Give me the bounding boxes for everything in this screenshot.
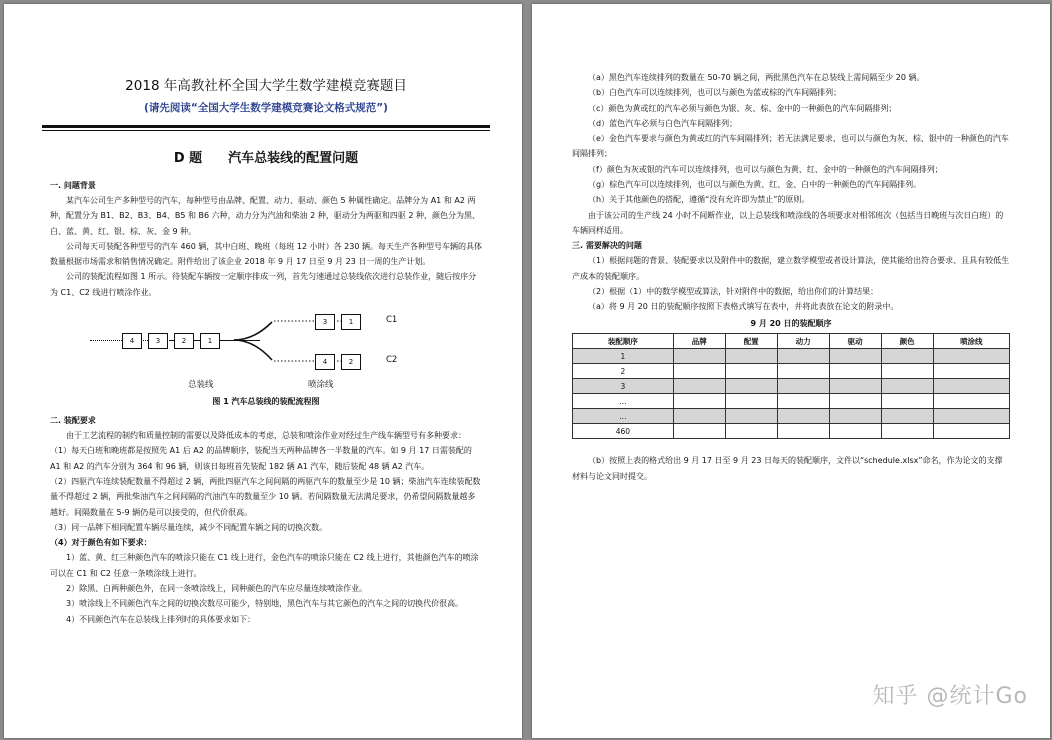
paragraph: 由于工艺流程的制约和质量控制的需要以及降低成本的考虑，总装和喷涂作业对经过生产线车辆型号有多种要求： bbox=[66, 431, 466, 441]
color-rule-2: 2）除黑、白两种颜色外，在同一条喷涂线上，同种颜色的汽车应尽量连续喷涂作业。 bbox=[66, 584, 368, 594]
color-item-e: （e）金色汽车要求与颜色为黄或红的汽车间隔排列；若无法满足要求，也可以与颜色为灰、棕、银中的一种颜色的汽车间隔排列； bbox=[572, 134, 1009, 159]
c1-label: C1 bbox=[386, 315, 398, 326]
paragraph: 某汽车公司生产多种型号的汽车，每种型号由品牌、配置、动力、驱动、颜色 5 种属性确定。品牌分为 A1 和 A2 两种，配置分为 B1、B2、B3、B4、B5 和 B6 六种，动力分为汽油和柴油 2 种，驱动分为两驱和四驱 2 种，颜色分为黑、白、蓝、黄、红、银、棕、灰、金 9 种。 bbox=[50, 196, 480, 236]
color-item-g: （g）棕色汽车可以连续排列，也可以与颜色为黄、红、金、白中的一种颜色的汽车间隔排列。 bbox=[588, 180, 922, 190]
question-2b: （b）按照上表的格式给出 9 月 17 日至 9 月 23 日每天的装配顺序，文件以“schedule.xlsx”命名，作为论文的支撑材料与论文同时提交。 bbox=[572, 456, 1003, 481]
column-header: 装配顺序 bbox=[573, 334, 674, 349]
assembly-line-label: 总装线 bbox=[188, 380, 214, 391]
watermark: 知乎 @统计Go bbox=[872, 684, 1028, 709]
table-row bbox=[573, 409, 1010, 424]
color-item-f: （f）颜色为灰或银的汽车可以连续排列，也可以与颜色为黄、红、金中的一种颜色的汽车间隔排列； bbox=[588, 164, 943, 174]
section-heading-requirements: 二. 装配要求 bbox=[50, 416, 96, 426]
requirement-3: （3）同一品牌下相同配置车辆尽量连续，减少不同配置车辆之间的切换次数。 bbox=[50, 522, 328, 532]
requirement-1: （1）每天白班和晚班都是按照先 A1 后 A2 的品牌顺序，装配当天两种品牌各一半数量的汽车。如 9 月 17 日需装配的 A1 和 A2 的汽车分别为 364 和 96 辆，则该日每班首先装配 182 辆 A1 汽车，随后装配 48 辆 A2 汽车。 bbox=[50, 446, 472, 471]
sequence-cell: 2 bbox=[573, 364, 674, 379]
car-box: 4 bbox=[122, 333, 142, 349]
color-item-a: （a）黑色汽车连续排列的数量在 50-70 辆之间，两批黑色汽车在总装线上需间隔至少 20 辆。 bbox=[588, 73, 925, 82]
question-1: （1）根据问题的背景、装配要求以及附件中的数据，建立数学模型或者设计算法，使其能给出符合要求、且具有较低生产成本的装配顺序。 bbox=[572, 256, 1010, 281]
paint-line-label: 喷涂线 bbox=[308, 380, 334, 391]
table-row bbox=[573, 364, 1010, 379]
header-title: 2018 年高教社杯全国大学生数学建模竞赛题目 bbox=[125, 78, 407, 94]
header-rule bbox=[42, 125, 490, 131]
column-header: 颜色 bbox=[881, 334, 933, 349]
color-item-b: （b）白色汽车可以连续排列，也可以与颜色为蓝或棕的汽车间隔排列； bbox=[588, 88, 842, 98]
color-rule-4: 4）不同颜色汽车在总装线上排列时的具体要求如下： bbox=[66, 614, 256, 624]
table-row bbox=[573, 424, 1010, 439]
table-row bbox=[573, 379, 1010, 394]
sequence-cell: 1 bbox=[573, 349, 674, 364]
c1-car-box: 3 bbox=[315, 314, 335, 330]
color-item-c: （c）颜色为黄或红的汽车必须与颜色为银、灰、棕、金中的一种颜色的汽车间隔排列； bbox=[588, 103, 897, 113]
paragraph: 公司每天可装配各种型号的汽车 460 辆，其中白班、晚班（每班 12 小时）各 230 辆。每天生产各种型号车辆的具体数量根据市场需求和销售情况确定。附件给出了该企业 2018 年 9 月 17 日至 9 月 23 日一周的生产计划。 bbox=[50, 241, 482, 267]
requirement-4: （4）对于颜色有如下要求： bbox=[50, 538, 152, 548]
table-row bbox=[573, 394, 1010, 409]
section-heading-problems: 三. 需要解决的问题 bbox=[572, 241, 642, 251]
question-2a: （a）将 9 月 20 日的装配顺序按照下表格式填写在表中，并将此表放在论文的附录中。 bbox=[588, 302, 899, 312]
page-1 bbox=[4, 4, 522, 738]
car-box: 1 bbox=[200, 333, 220, 349]
schedule-table bbox=[572, 333, 1010, 439]
table-row bbox=[573, 349, 1010, 364]
column-header: 喷涂线 bbox=[933, 334, 1009, 349]
color-item-h: （h）关于其他颜色的搭配，遵循“没有允许即为禁止”的原则。 bbox=[588, 195, 810, 205]
c2-label: C2 bbox=[386, 355, 398, 366]
sequence-cell: 460 bbox=[573, 424, 674, 439]
page-2 bbox=[532, 4, 1050, 738]
figure-caption: 图 1 汽车总装线的装配流程图 bbox=[212, 397, 320, 407]
sequence-cell: … bbox=[573, 409, 674, 424]
question-2: （2）根据（1）中的数学模型或算法，针对附件中的数据，给出你们的计算结果： bbox=[588, 286, 879, 296]
c2-car-box: 4 bbox=[315, 354, 335, 370]
column-header: 品牌 bbox=[673, 334, 725, 349]
sequence-cell: … bbox=[573, 394, 674, 409]
section-heading-background: 一. 问题背景 bbox=[50, 181, 96, 190]
column-header: 驱动 bbox=[829, 334, 881, 349]
color-item-d: （d）蓝色汽车必须与白色汽车间隔排列； bbox=[588, 118, 738, 128]
c2-car-box: 2 bbox=[341, 354, 361, 370]
table-header-row bbox=[573, 334, 1010, 349]
assembly-flow-diagram bbox=[50, 304, 482, 394]
requirement-2: （2）四驱汽车连续装配数量不得超过 2 辆，两批四驱汽车之间间隔的两驱汽车的数量至少是 10 辆；柴油汽车连续装配数量不得超过 2 辆，两批柴油汽车之间间隔的汽油汽车的数量至少 10 辆。若间隔数量无法满足要求，仍希望间隔数量越多越好。间隔数量在 5-9 辆仍是可以接受的，但代价很高。 bbox=[50, 476, 481, 517]
column-header: 动力 bbox=[777, 334, 829, 349]
color-rule-3: 3）喷涂线上不同颜色汽车之间的切换次数尽可能少，特别地，黑色汽车与其它颜色的汽车之间的切换代价很高。 bbox=[66, 599, 464, 609]
branch-arrows bbox=[234, 310, 354, 374]
sequence-cell: 3 bbox=[573, 379, 674, 394]
color-rule-1: 1）蓝、黄、红三种颜色汽车的喷涂只能在 C1 线上进行，金色汽车的喷涂只能在 C2 线上进行，其他颜色汽车的喷涂可以在 C1 和 C2 任意一条喷涂线上进行。 bbox=[50, 553, 479, 578]
column-header: 配置 bbox=[725, 334, 777, 349]
table-title: 9 月 20 日的装配顺序 bbox=[750, 319, 832, 329]
paragraph-shift: 由于该公司的生产线 24 小时不间断作业，以上总装线和喷涂线的各项要求对相邻班次（包括当日晚班与次日白班）的车辆同样适用。 bbox=[572, 210, 1004, 235]
header-note: (请先阅读“全国大学生数学建模竞赛论文格式规范”) bbox=[144, 102, 388, 114]
c1-car-box: 1 bbox=[341, 314, 361, 330]
problem-title: D 题 汽车总装线的配置问题 bbox=[173, 151, 359, 166]
car-box: 2 bbox=[174, 333, 194, 349]
paragraph: 公司的装配流程如图 1 所示。待装配车辆按一定顺序排成一列，首先匀速通过总装线依次进行总装作业，随后按序分为 C1、C2 线进行喷涂作业。 bbox=[50, 272, 477, 297]
car-box: 3 bbox=[148, 333, 168, 349]
